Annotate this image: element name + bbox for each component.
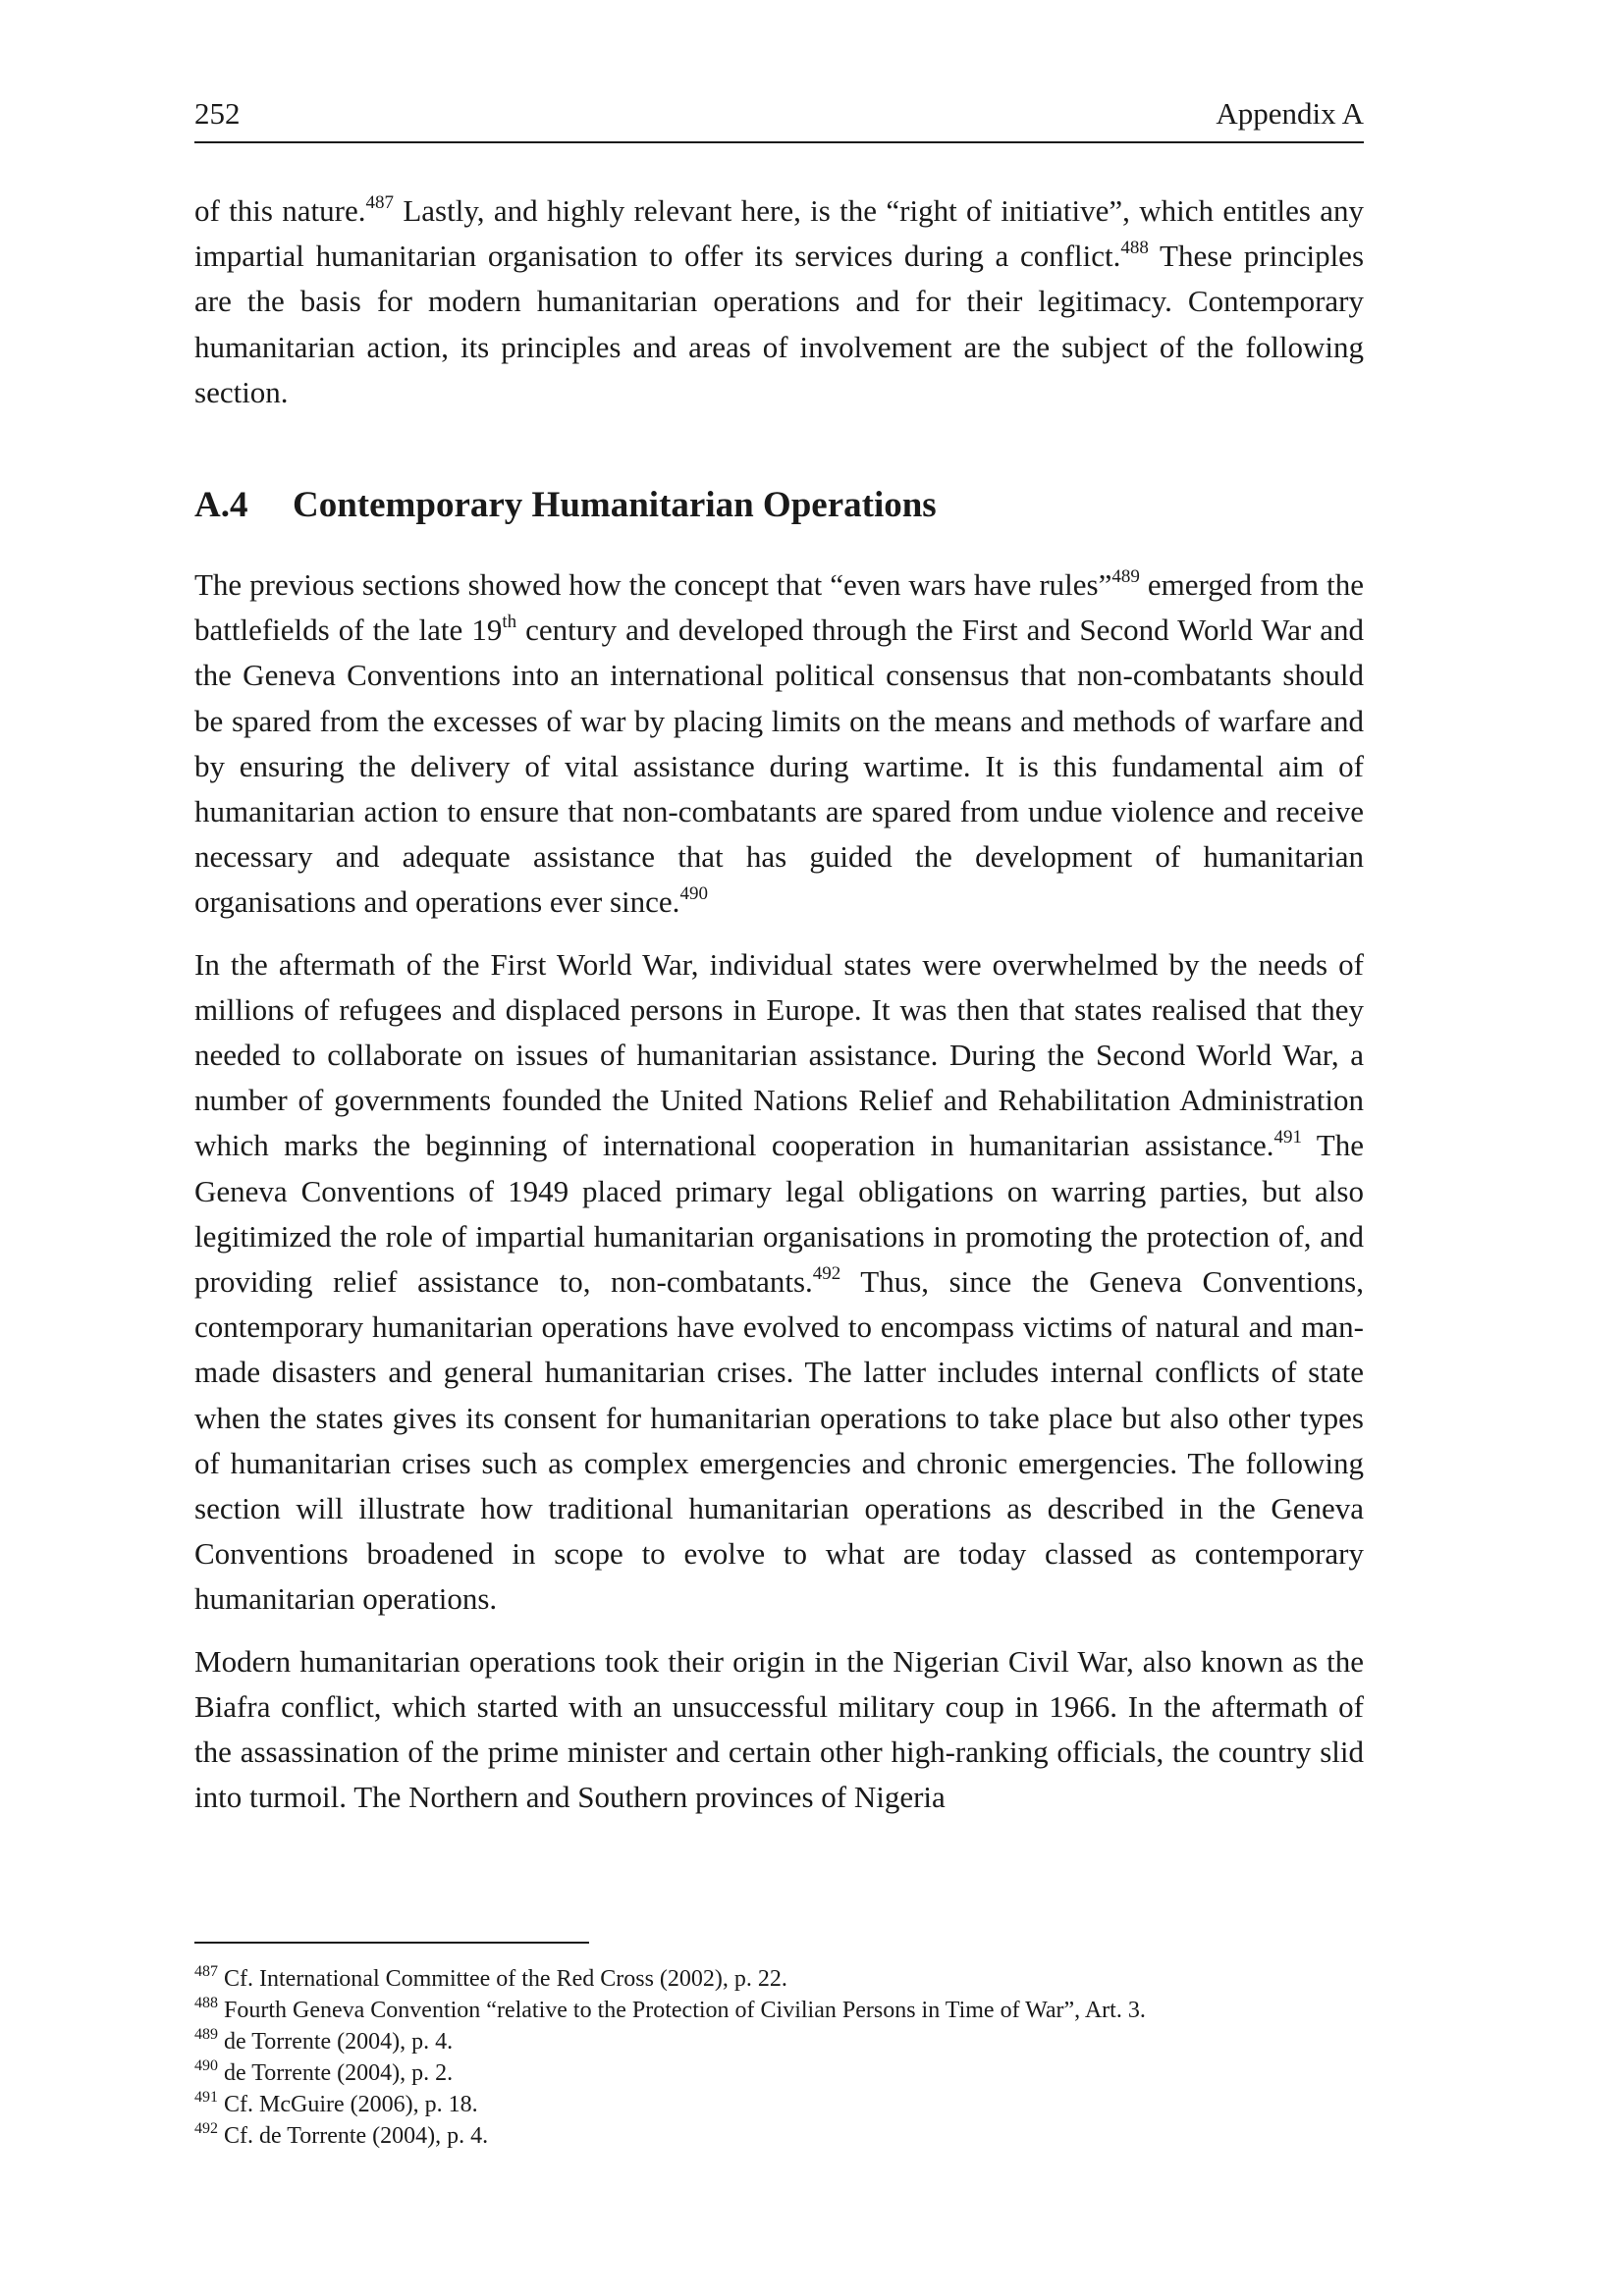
paragraph-1	[194, 562, 1364, 926]
footnote-number: 491	[194, 2089, 218, 2106]
text-run: emerged from the battlefields of the late 19	[194, 567, 1364, 648]
footnote-489	[194, 2026, 1364, 2057]
section-heading	[194, 483, 1364, 528]
footnote-ref-490[interactable]: 490	[679, 883, 708, 905]
text-run: These principles are the basis for modern humanitarian operations and for their legitimacy. Contemporary humanitarian action, its principles and areas of involvement are the subject of the following section.	[194, 239, 1365, 409]
text-run: of this nature.	[194, 193, 366, 228]
footnote-number: 490	[194, 2057, 218, 2074]
footnotes	[194, 1963, 1364, 2152]
text-run: Lastly, and highly relevant here, is the “right of initiative”, which entitles any impartial humanitarian organisation to offer its services during a conflict.	[194, 193, 1364, 274]
footnote-number: 492	[194, 2120, 218, 2137]
footnote-number: 488	[194, 1995, 218, 2011]
section-number: A.4	[194, 485, 248, 526]
footnote-488	[194, 1995, 1364, 2026]
footnote-490	[194, 2057, 1364, 2089]
paragraph-continuation	[194, 188, 1364, 415]
footnote-text: Cf. McGuire (2006), p. 18.	[218, 2092, 478, 2117]
footnote-text: Fourth Geneva Convention “relative to the Protection of Civilian Persons in Time of War”, Art. 3.	[218, 1998, 1146, 2023]
footnote-separator	[194, 1942, 589, 1944]
footnote-ref-487[interactable]: 487	[365, 191, 394, 213]
footnote-ref-491[interactable]: 491	[1273, 1127, 1303, 1148]
footnote-ref-492[interactable]: 492	[812, 1262, 841, 1284]
text-run: Thus, since the Geneva Conventions, contemporary humanitarian operations have evolved to encompass victims of natural and man-made disasters and general humanitarian crises. The latter includes internal conflicts of state when the states gives its consent for humanitarian operations to take place but also other types of humanitarian crises such as complex emergencies and chronic emergencies. The following section will illustrate how traditional humanitarian operations as described in the Geneva Conventions broadened in scope to evolve to what are today classed as contemporary humanitarian operations.	[194, 1264, 1365, 1617]
footnote-ref-489[interactable]: 489	[1111, 565, 1140, 587]
footnote-487	[194, 1963, 1364, 1995]
running-header	[194, 96, 1364, 143]
body-text	[194, 188, 1364, 1838]
footnote-text: de Torrente (2004), p. 4.	[218, 2029, 454, 2055]
page-number: 252	[194, 96, 241, 131]
footnote-ref-488[interactable]: 488	[1120, 237, 1149, 258]
ordinal-suffix: th	[502, 611, 517, 632]
text-run: The previous sections showed how the concept that “even wars have rules”	[194, 567, 1112, 603]
paragraph-2	[194, 942, 1364, 1623]
text-run: century and developed through the First and Second World War and the Geneva Conventions into an international political consensus that non-combatants should be spared from the excesses of war by placing limits on the means and methods of warfare and by ensuring the delivery of vital assistance during wartime. It is this fundamental aim of humanitarian action to ensure that non-combatants are spared from undue violence and receive necessary and adequate assistance that has guided the development of humanitarian organisations and operations ever since.	[194, 613, 1365, 920]
footnote-number: 489	[194, 2026, 218, 2043]
text-run: Modern humanitarian operations took their origin in the Nigerian Civil War, also known as the Biafra conflict, which started with an unsuccessful military coup in 1966. In the aftermath of the assassination of the prime minister and certain other high-ranking officials, the country slid into turmoil. The Northern and Southern provinces of Nigeria	[194, 1643, 1364, 1815]
footnote-number: 487	[194, 1963, 218, 1980]
footnote-text: de Torrente (2004), p. 2.	[218, 2060, 454, 2086]
text-run: In the aftermath of the First World War, individual states were overwhelmed by the needs of millions of refugees and displaced persons in Europe. It was then that states realised that they needed to collaborate on issues of humanitarian assistance. During the Second World War, a number of governments founded the United Nations Relief and Rehabilitation Administration which marks the beginning of international cooperation in humanitarian assistance.	[194, 946, 1364, 1163]
footnote-text: Cf. International Committee of the Red Cross (2002), p. 22.	[218, 1966, 787, 1992]
footnote-491	[194, 2089, 1364, 2120]
section-title: Contemporary Humanitarian Operations	[293, 485, 937, 526]
footnote-text: Cf. de Torrente (2004), p. 4.	[218, 2123, 489, 2149]
running-title: Appendix A	[1216, 96, 1364, 131]
text-run: The Geneva Conventions of 1949 placed primary legal obligations on warring parties, but also legitimized the role of impartial humanitarian organisations in promoting the protection of, and providing relief assistance to, non-combatants.	[194, 1128, 1364, 1300]
footnote-492	[194, 2120, 1364, 2152]
paragraph-3	[194, 1639, 1364, 1821]
